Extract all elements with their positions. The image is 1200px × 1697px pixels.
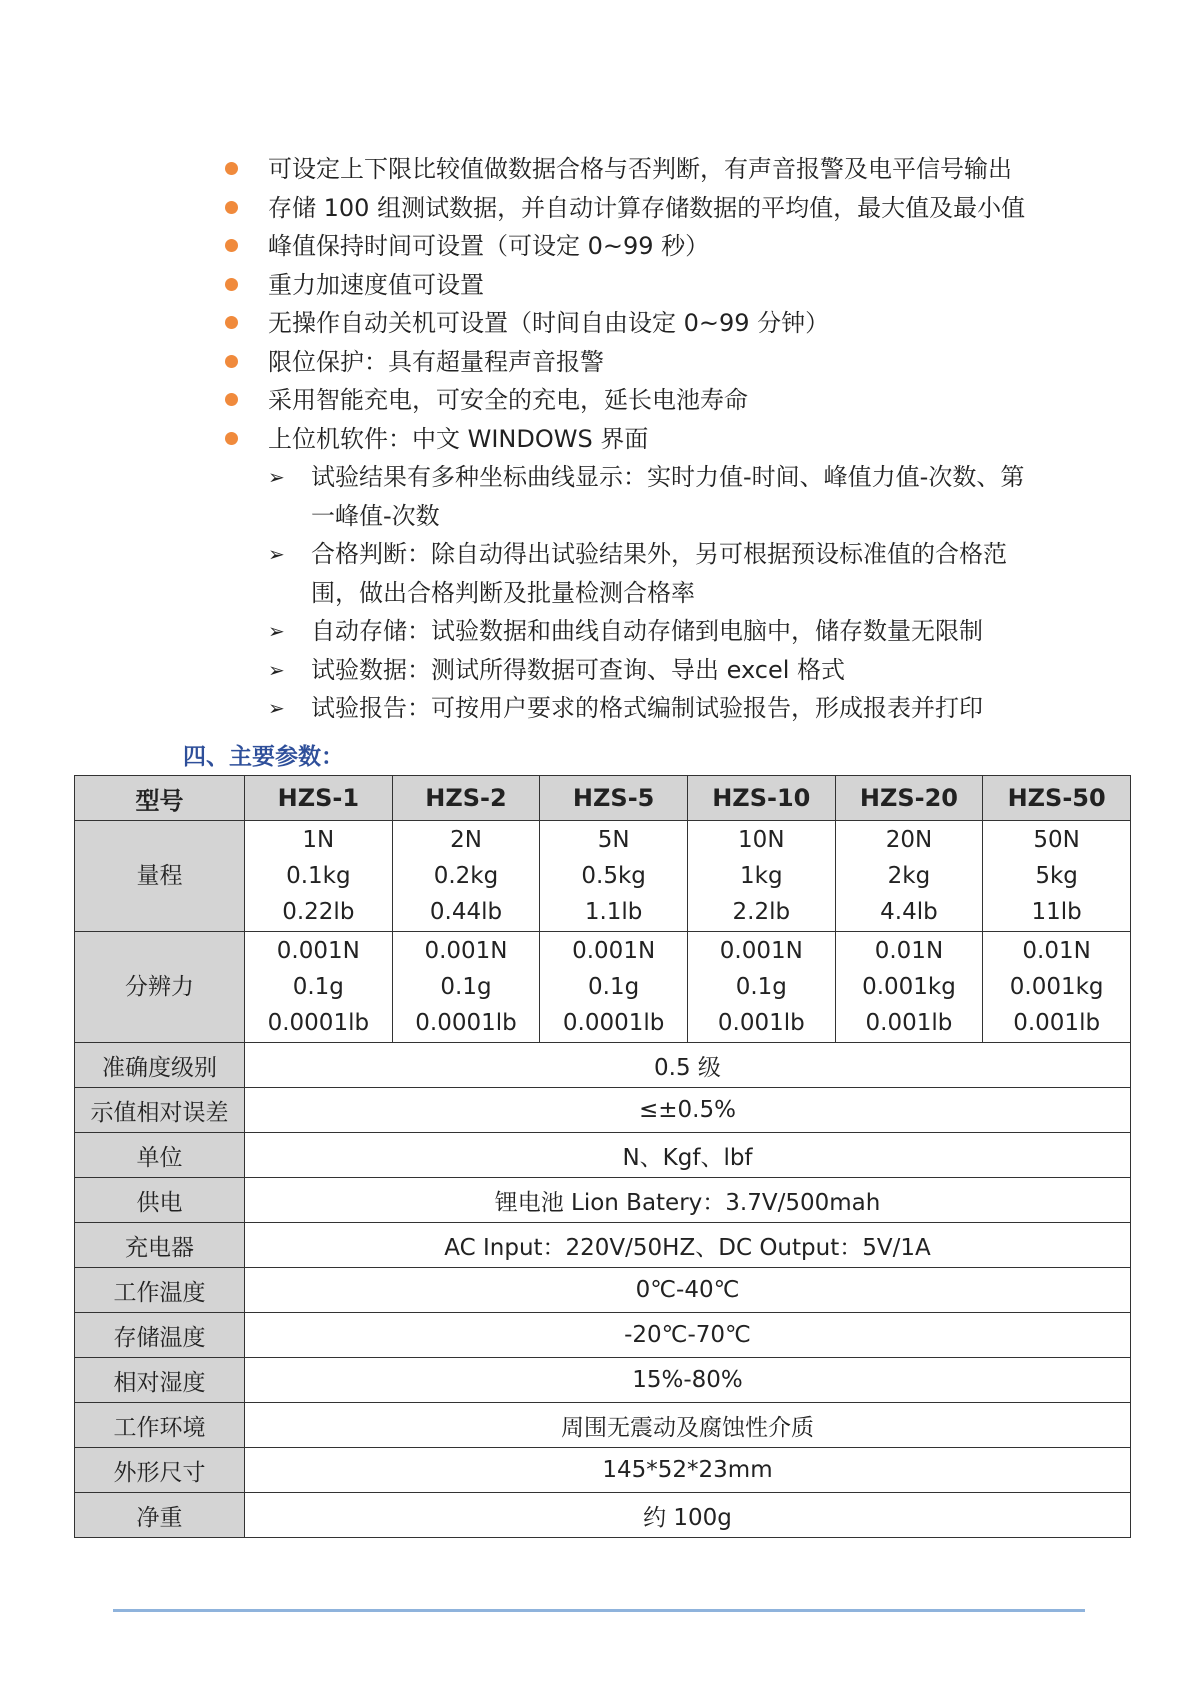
model-header: HZS-1 <box>245 776 393 821</box>
row-label: 工作环境 <box>75 1403 245 1448</box>
table-cell: 0.001N 0.1g 0.0001lb <box>540 932 688 1043</box>
row-value: 0℃-40℃ <box>245 1268 1131 1313</box>
table-row <box>75 1448 1131 1493</box>
feature-item: 上位机软件：中文 WINDOWS 界面 ➢ 试验结果有多种坐标曲线显示：实时力值-时间、峰值力值-次数、第一峰值-次数 ➢ 合格判断：除自动得出试验结果外，另可根据预设标准值的合格范围，做出合格判断及批量检测合格率 ➢ 自动存储：试验数据和曲线自动存储到电脑中，储存数量无限制 ➢ 试验数据：测试所得数据可查询、导出 excel 格式 ➢ 试验报告：可按用户要求的格式编制试验报告，形成报表并打印 <box>225 420 1045 728</box>
table-row <box>75 1358 1131 1403</box>
table-row <box>75 1088 1131 1133</box>
table-cell: 0.001N 0.1g 0.0001lb <box>392 932 540 1043</box>
row-value: 145*52*23mm <box>245 1448 1131 1493</box>
model-header: HZS-5 <box>540 776 688 821</box>
model-header: HZS-2 <box>392 776 540 821</box>
row-label: 供电 <box>75 1178 245 1223</box>
table-cell: 10N 1kg 2.2lb <box>687 821 835 932</box>
feature-item: 可设定上下限比较值做数据合格与否判断，有声音报警及电平信号输出 <box>225 150 1045 189</box>
row-label: 存储温度 <box>75 1313 245 1358</box>
software-feature-item: ➢ 试验数据：测试所得数据可查询、导出 excel 格式 <box>268 651 1045 690</box>
table-cell: 1N 0.1kg 0.22lb <box>245 821 393 932</box>
software-feature-item: ➢ 试验报告：可按用户要求的格式编制试验报告，形成报表并打印 <box>268 689 1045 728</box>
orange-dot-icon <box>225 355 238 368</box>
table-cell: 0.01N 0.001kg 0.001lb <box>835 932 983 1043</box>
row-value: 周围无震动及腐蚀性介质 <box>245 1403 1131 1448</box>
header-label: 型号 <box>75 776 245 821</box>
spec-table <box>74 775 1131 1538</box>
orange-dot-icon <box>225 393 238 406</box>
table-row <box>75 1178 1131 1223</box>
range-row <box>75 821 1131 932</box>
row-label: 相对湿度 <box>75 1358 245 1403</box>
orange-dot-icon <box>225 432 238 445</box>
row-label: 充电器 <box>75 1223 245 1268</box>
feature-item: 重力加速度值可设置 <box>225 266 1045 305</box>
resolution-row <box>75 932 1131 1043</box>
table-cell: 2N 0.2kg 0.44lb <box>392 821 540 932</box>
footer-divider <box>113 1609 1085 1612</box>
row-value: -20℃-70℃ <box>245 1313 1131 1358</box>
table-row <box>75 1133 1131 1178</box>
software-feature-item: ➢ 自动存储：试验数据和曲线自动存储到电脑中，储存数量无限制 <box>268 612 1045 651</box>
table-row <box>75 1223 1131 1268</box>
arrowhead-icon: ➢ <box>268 657 285 682</box>
arrowhead-icon: ➢ <box>268 465 285 489</box>
row-value: AC Input：220V/50HZ、DC Output：5V/1A <box>245 1223 1131 1268</box>
feature-item: 采用智能充电，可安全的充电，延长电池寿命 <box>225 381 1045 420</box>
row-label: 分辨力 <box>75 932 245 1043</box>
table-row <box>75 1403 1131 1448</box>
model-header: HZS-20 <box>835 776 983 821</box>
row-label: 准确度级别 <box>75 1043 245 1088</box>
row-label: 净重 <box>75 1493 245 1538</box>
feature-item: 限位保护：具有超量程声音报警 <box>225 343 1045 382</box>
row-label: 示值相对误差 <box>75 1088 245 1133</box>
table-cell: 5N 0.5kg 1.1lb <box>540 821 688 932</box>
row-label: 工作温度 <box>75 1268 245 1313</box>
row-label: 量程 <box>75 821 245 932</box>
orange-dot-icon <box>225 162 238 175</box>
table-cell: 0.01N 0.001kg 0.001lb <box>983 932 1131 1043</box>
table-row <box>75 1268 1131 1313</box>
orange-dot-icon <box>225 239 238 252</box>
model-header: HZS-10 <box>687 776 835 821</box>
row-value: 15%-80% <box>245 1358 1131 1403</box>
table-row <box>75 1043 1131 1088</box>
row-value: ≤±0.5% <box>245 1088 1131 1133</box>
row-value: 锂电池 Lion Batery：3.7V/500mah <box>245 1178 1131 1223</box>
row-value: N、Kgf、lbf <box>245 1133 1131 1178</box>
table-row <box>75 1493 1131 1538</box>
feature-item: 峰值保持时间可设置（可设定 0~99 秒） <box>225 227 1045 266</box>
orange-dot-icon <box>225 316 238 329</box>
row-value: 约 100g <box>245 1493 1131 1538</box>
table-header-row <box>75 776 1131 821</box>
software-feature-item: ➢ 合格判断：除自动得出试验结果外，另可根据预设标准值的合格范围，做出合格判断及批量检测合格率 <box>268 535 1045 612</box>
table-cell: 20N 2kg 4.4lb <box>835 821 983 932</box>
row-value: 0.5 级 <box>245 1043 1131 1088</box>
software-feature-list <box>268 458 1045 728</box>
feature-list <box>225 150 1045 728</box>
feature-item: 存储 100 组测试数据，并自动计算存储数据的平均值，最大值及最小值 <box>225 189 1045 228</box>
arrowhead-icon: ➢ <box>268 542 285 566</box>
table-cell: 50N 5kg 11lb <box>983 821 1131 932</box>
table-cell: 0.001N 0.1g 0.0001lb <box>245 932 393 1043</box>
arrowhead-icon: ➢ <box>268 696 285 720</box>
section-title: 四、主要参数： <box>183 744 344 770</box>
table-cell: 0.001N 0.1g 0.001lb <box>687 932 835 1043</box>
row-label: 外形尺寸 <box>75 1448 245 1493</box>
table-row <box>75 1313 1131 1358</box>
arrowhead-icon: ➢ <box>268 619 285 643</box>
orange-dot-icon <box>225 278 238 291</box>
row-label: 单位 <box>75 1133 245 1178</box>
orange-dot-icon <box>225 201 238 214</box>
model-header: HZS-50 <box>983 776 1131 821</box>
feature-item: 无操作自动关机可设置（时间自由设定 0~99 分钟） <box>225 304 1045 343</box>
software-feature-item: ➢ 试验结果有多种坐标曲线显示：实时力值-时间、峰值力值-次数、第一峰值-次数 <box>268 458 1045 535</box>
